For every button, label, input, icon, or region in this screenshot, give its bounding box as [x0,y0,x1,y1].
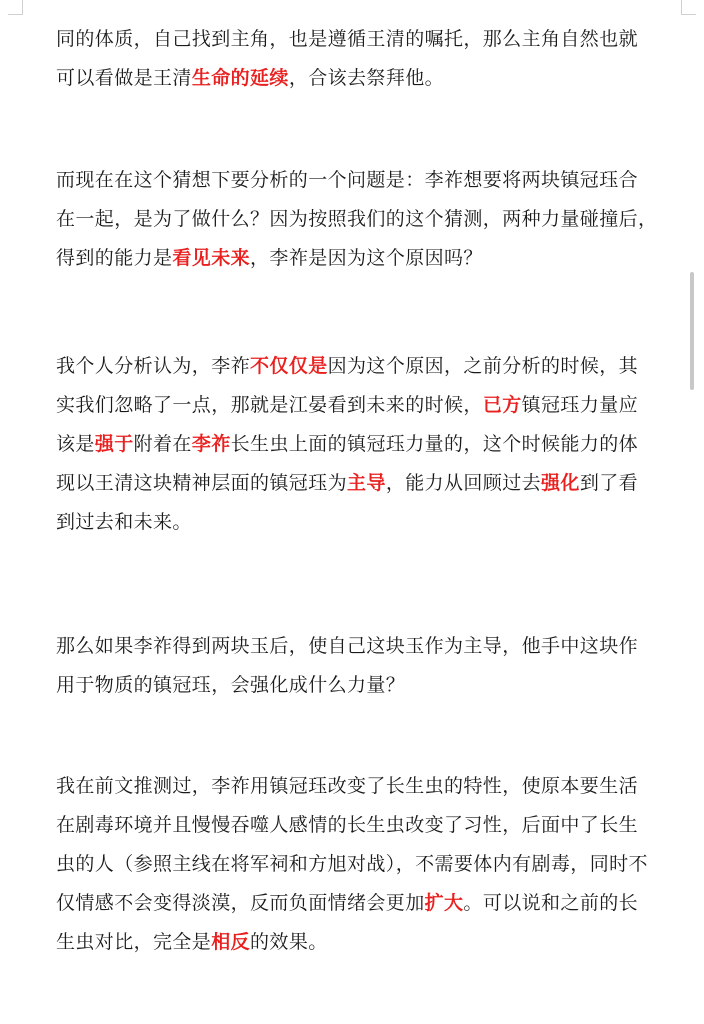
text-line [56,347,638,386]
text-segment: 生虫对比，完全是 [56,931,212,953]
text-segment: 可以看做是王清 [56,67,192,89]
text-segment: 在剧毒环境并且慢慢吞噬人感情的长生虫改变了习性，后面中了长生 [56,814,639,836]
text-line [56,666,638,705]
highlighted-text: 看见未来 [172,247,251,269]
text-line [56,923,648,962]
text-segment: 现以王清这块精神层面的镇冠珏为 [56,472,348,494]
text-segment: 仅情感不会变得淡漠，反而负面情绪会更加 [56,892,425,914]
text-segment: 到了看 [579,472,639,494]
text-segment: 而现在在这个猜想下要分析的一个问题是：李祚想要将两块镇冠珏合 [56,169,639,191]
text-line [56,845,648,884]
text-segment: ，李祚是因为这个原因吗？ [250,247,483,269]
paragraph [56,20,638,98]
highlighted-text: 相反 [211,931,251,953]
text-segment: 该是 [56,433,95,455]
text-line [56,884,648,923]
text-segment: 虫的人（参照主线在将军祠和方旭对战），不需要体内有剧毒，同时不 [56,853,648,875]
text-line [56,200,657,239]
paragraph [56,161,657,278]
text-segment: 长生虫上面的镇冠珏力量的，这个时候能力的体 [230,433,639,455]
text-line [56,503,638,542]
text-line [56,59,638,98]
text-segment: 实我们忽略了一点，那就是江晏看到未来的时候， [56,394,483,416]
text-segment: 那么如果李祚得到两块玉后，使自己这块玉作为主导，他手中这块作 [56,635,639,657]
text-line [56,627,638,666]
text-line [56,239,657,278]
text-segment: 同的体质，自己找到主角，也是遵循王清的嘱托，那么主角自然也就 [56,28,639,50]
text-segment: 。可以说和之前的长 [463,892,639,914]
page-corner-mark-right [681,0,696,15]
highlighted-text: 扩大 [424,892,464,914]
text-line [56,386,638,425]
highlighted-text: 不仅仅是 [250,355,328,377]
highlighted-text: 强于 [94,433,134,455]
highlighted-text: 强化 [541,472,580,494]
scrollbar-thumb[interactable] [690,272,694,390]
text-segment: 镇冠珏力量应 [521,394,639,416]
text-segment: 附着在 [133,433,192,455]
text-segment: 的效果。 [250,931,328,953]
text-line [56,20,638,59]
page-corner-mark-left [8,0,23,15]
text-line [56,806,648,845]
paragraph [56,347,638,542]
paragraph [56,627,638,705]
text-segment: ，能力从回顾过去 [385,472,542,494]
text-segment: 我在前文推测过，李祚用镇冠珏改变了长生虫的特性，使原本要生活 [56,775,639,797]
highlighted-text: 李祚 [191,433,231,455]
text-segment: 得到的能力是 [56,247,173,269]
text-segment: 因为这个原因，之前分析的时候，其 [327,355,639,377]
highlighted-text: 生命的延续 [191,67,289,89]
highlighted-text: 主导 [347,472,386,494]
highlighted-text: 已方 [482,394,522,416]
text-segment: 我个人分析认为，李祚 [56,355,251,377]
text-segment: 在一起，是为了做什么？因为按照我们的这个猜测，两种力量碰撞后， [56,208,658,230]
text-line [56,767,648,806]
paragraph [56,767,648,962]
text-segment: ，合该去祭拜他。 [288,67,445,89]
text-segment: 用于物质的镇冠珏，会强化成什么力量？ [56,674,406,696]
text-line [56,161,657,200]
text-line [56,425,638,464]
text-line [56,464,638,503]
text-segment: 到过去和未来。 [56,511,192,533]
